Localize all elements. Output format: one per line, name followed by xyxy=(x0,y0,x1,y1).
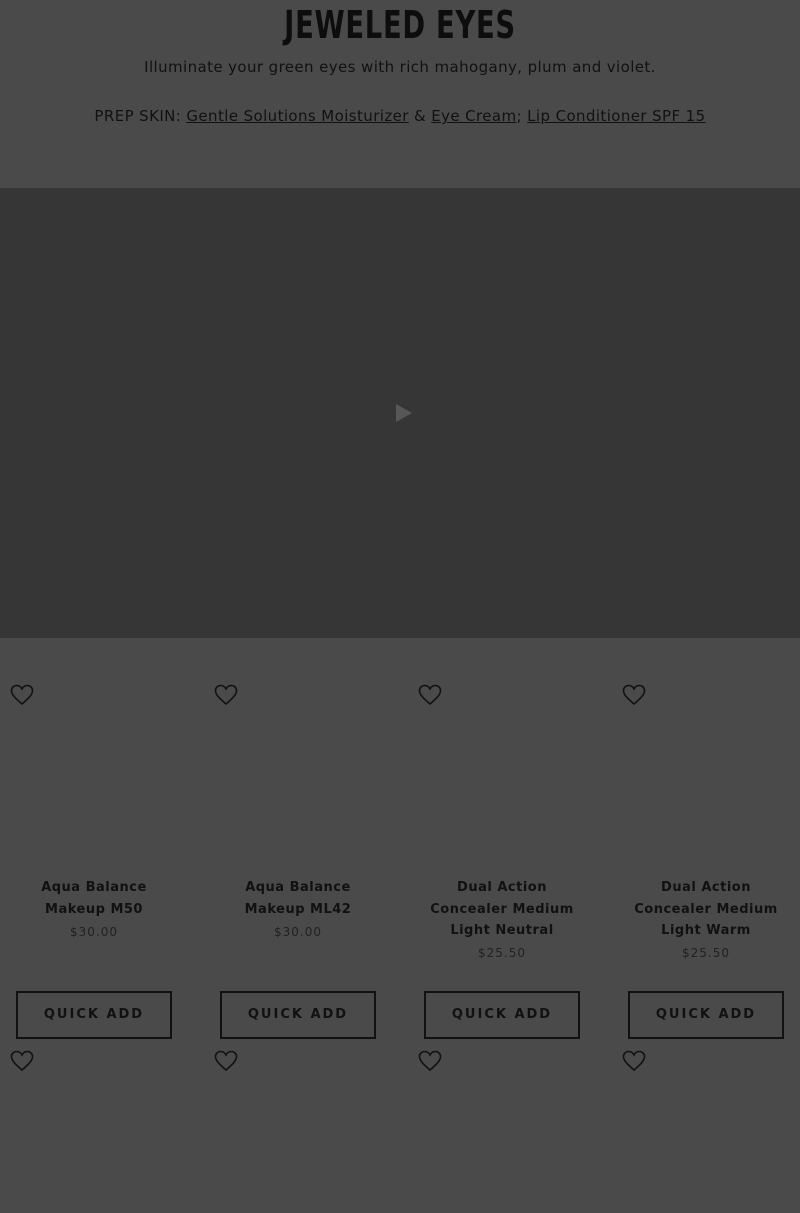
heart-icon[interactable] xyxy=(10,1050,34,1072)
product-name[interactable]: Aqua Balance Makeup ML42 xyxy=(244,880,352,917)
prep-skin-line xyxy=(0,106,800,126)
page-subtitle: Illuminate your green eyes with rich mahogany, plum and violet. xyxy=(144,58,656,76)
link-gentle-solutions-moisturizer[interactable]: Gentle Solutions Moisturizer xyxy=(186,107,409,125)
quick-add-button[interactable]: QUICK ADD xyxy=(220,991,376,1039)
quick-add-button[interactable]: QUICK ADD xyxy=(16,991,172,1039)
product-price: $25.50 xyxy=(682,946,730,960)
heart-icon[interactable] xyxy=(418,1050,442,1072)
product-price: $25.50 xyxy=(478,946,526,960)
product-card xyxy=(204,1040,408,1213)
heart-icon[interactable] xyxy=(418,684,442,706)
product-card xyxy=(408,638,612,1038)
link-lip-conditioner[interactable]: Lip Conditioner SPF 15 xyxy=(527,107,706,125)
heart-icon[interactable] xyxy=(214,684,238,706)
heart-icon[interactable] xyxy=(622,1050,646,1072)
heart-icon[interactable] xyxy=(10,684,34,706)
hero-header xyxy=(0,0,800,188)
product-card xyxy=(612,638,800,1038)
product-name[interactable]: Aqua Balance Makeup M50 xyxy=(41,880,147,917)
product-name[interactable]: Dual Action Concealer Medium Light Neutral xyxy=(430,880,574,938)
product-card xyxy=(0,638,204,1038)
link-eye-cream[interactable]: Eye Cream xyxy=(431,107,517,125)
quick-add-button[interactable]: QUICK ADD xyxy=(628,991,784,1039)
heart-icon[interactable] xyxy=(622,684,646,706)
prep-separator: & xyxy=(408,107,432,125)
product-card xyxy=(408,1040,612,1213)
video-player[interactable] xyxy=(0,188,800,638)
quick-add-button[interactable]: QUICK ADD xyxy=(424,991,580,1039)
product-card xyxy=(0,1040,204,1213)
product-price: $30.00 xyxy=(70,925,118,939)
product-grid xyxy=(0,638,800,1213)
product-card xyxy=(204,638,408,1038)
page-title: JEWELED EYES xyxy=(284,3,516,47)
product-card xyxy=(612,1040,800,1213)
prep-skin-label: PREP SKIN: xyxy=(94,107,187,125)
heart-icon[interactable] xyxy=(214,1050,238,1072)
play-icon[interactable] xyxy=(394,402,414,424)
product-price: $30.00 xyxy=(274,925,322,939)
product-name[interactable]: Dual Action Concealer Medium Light Warm xyxy=(634,880,778,938)
prep-separator: ; xyxy=(516,107,528,125)
